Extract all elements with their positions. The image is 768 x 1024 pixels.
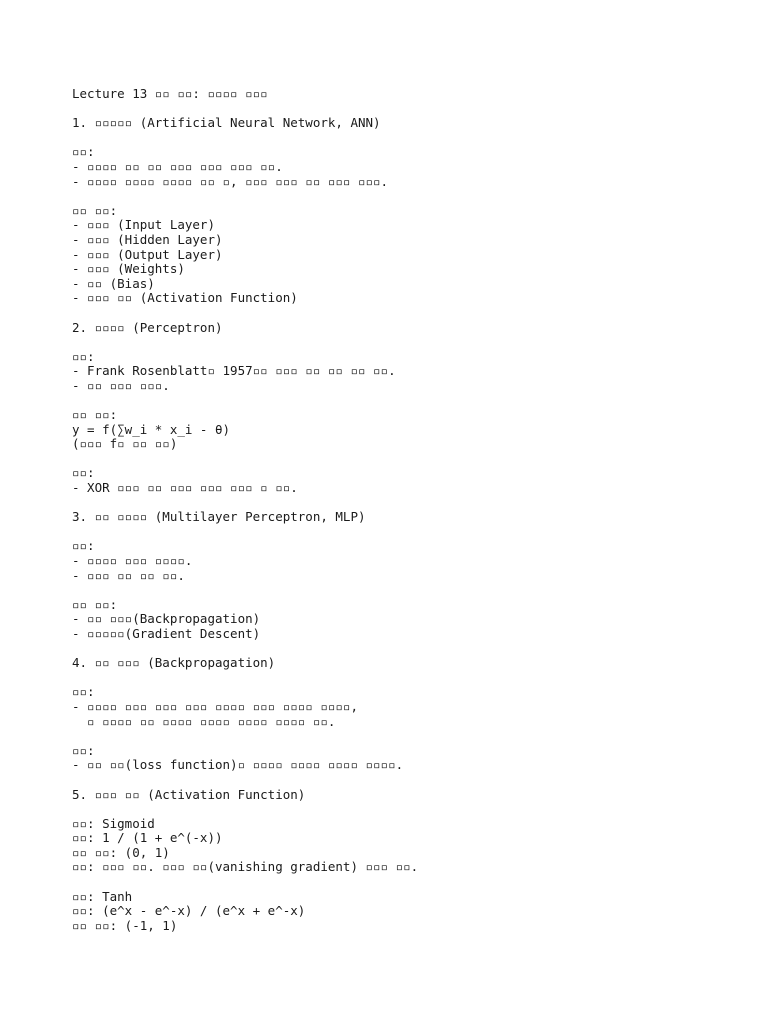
text-line: ▫▫: (e^x - e^-x) / (e^x + e^-x) [72,903,306,919]
text-line: ▫▫: [72,144,95,160]
blank-line [72,875,752,890]
blank-line [72,671,752,686]
text-line: ▫▫: [72,538,95,554]
blank-line [72,131,752,146]
text-line: - ▫▫ ▫▫(loss function)▫ ▫▫▫▫ ▫▫▫▫ ▫▫▫▫ ▫▫▫▫. [72,757,404,773]
blank-line [72,583,752,598]
blank-line [72,306,752,321]
text-line: - ▫▫▫▫ ▫▫ ▫▫ ▫▫▫ ▫▫▫ ▫▫▫ ▫▫. [72,158,283,174]
text-line: - ▫▫▫ ▫▫ ▫▫ ▫▫. [72,567,185,583]
text-line: ▫▫: [72,348,95,364]
blank-line [72,773,752,788]
text-line: - ▫▫▫▫ ▫▫▫▫ ▫▫▫▫ ▫▫ ▫, ▫▫▫ ▫▫▫ ▫▫ ▫▫▫ ▫▫▫. [72,173,389,189]
text-line: ▫▫: [72,684,95,700]
text-line: ▫▫ ▫▫: [72,407,118,423]
text-line: 2. ▫▫▫▫ (Perceptron) [72,319,223,335]
text-line: ▫▫ ▫▫: [72,596,118,612]
text-line: (▫▫▫ f▫ ▫▫ ▫▫) [72,436,178,452]
document-page [72,87,752,933]
text-line: 4. ▫▫ ▫▫▫ (Backpropagation) [72,655,276,671]
text-line: ▫▫: 1 / (1 + e^(-x)) [72,830,223,846]
text-line: ▫▫: Sigmoid [72,815,155,831]
text-line: - Frank Rosenblatt▫ 1957▫▫ ▫▫▫ ▫▫ ▫▫ ▫▫ ▫▫. [72,363,396,379]
blank-line [72,729,752,744]
blank-line [72,102,752,117]
text-line: - ▫▫▫▫ ▫▫▫ ▫▫▫ ▫▫▫ ▫▫▫▫ ▫▫▫ ▫▫▫▫ ▫▫▫▫, [72,698,358,714]
text-line: 3. ▫▫ ▫▫▫▫ (Multilayer Perceptron, MLP) [72,509,366,525]
text-line: - ▫▫▫ (Output Layer) [72,246,223,262]
text-line: - XOR ▫▫▫ ▫▫ ▫▫▫ ▫▫▫ ▫▫▫ ▫ ▫▫. [72,480,298,496]
blank-line [72,189,752,204]
text-line: ▫▫: [72,742,95,758]
text-line: y = f(∑w_i * x_i - θ) [72,421,231,437]
blank-line [72,393,752,408]
text-line: - ▫▫▫▫▫(Gradient Descent) [72,625,261,641]
text-line: 5. ▫▫▫ ▫▫ (Activation Function) [72,786,306,802]
text-line: - ▫▫▫ (Weights) [72,261,185,277]
blank-line [72,642,752,657]
blank-line [72,525,752,540]
text-line: - ▫▫▫ ▫▫ (Activation Function) [72,290,298,306]
text-line: - ▫▫▫▫ ▫▫▫ ▫▫▫▫. [72,553,193,568]
text-line: Lecture 13 ▫▫ ▫▫: ▫▫▫▫ ▫▫▫ [72,86,268,101]
blank-line [72,335,752,350]
text-line: ▫ ▫▫▫▫ ▫▫ ▫▫▫▫ ▫▫▫▫ ▫▫▫▫ ▫▫▫▫ ▫▫. [72,713,336,729]
text-line: - ▫▫▫ (Input Layer) [72,217,215,233]
text-line: - ▫▫ (Bias) [72,275,155,291]
text-line: 1. ▫▫▫▫▫ (Artificial Neural Network, ANN) [72,115,381,131]
blank-line [72,496,752,511]
text-line: ▫▫: Tanh [72,888,133,904]
blank-line [72,452,752,467]
text-line: ▫▫: [72,465,95,481]
text-line: - ▫▫▫ (Hidden Layer) [72,231,223,247]
text-line: ▫▫: ▫▫▫ ▫▫. ▫▫▫ ▫▫(vanishing gradient) ▫▫▫ ▫▫. [72,859,419,875]
text-line: ▫▫ ▫▫: (-1, 1) [72,917,178,933]
text-line: - ▫▫ ▫▫▫(Backpropagation) [72,611,261,627]
text-line: ▫▫ ▫▫: (0, 1) [72,844,170,860]
text-line: ▫▫ ▫▫: [72,202,118,218]
blank-line [72,802,752,817]
text-line: - ▫▫ ▫▫▫ ▫▫▫. [72,377,170,393]
